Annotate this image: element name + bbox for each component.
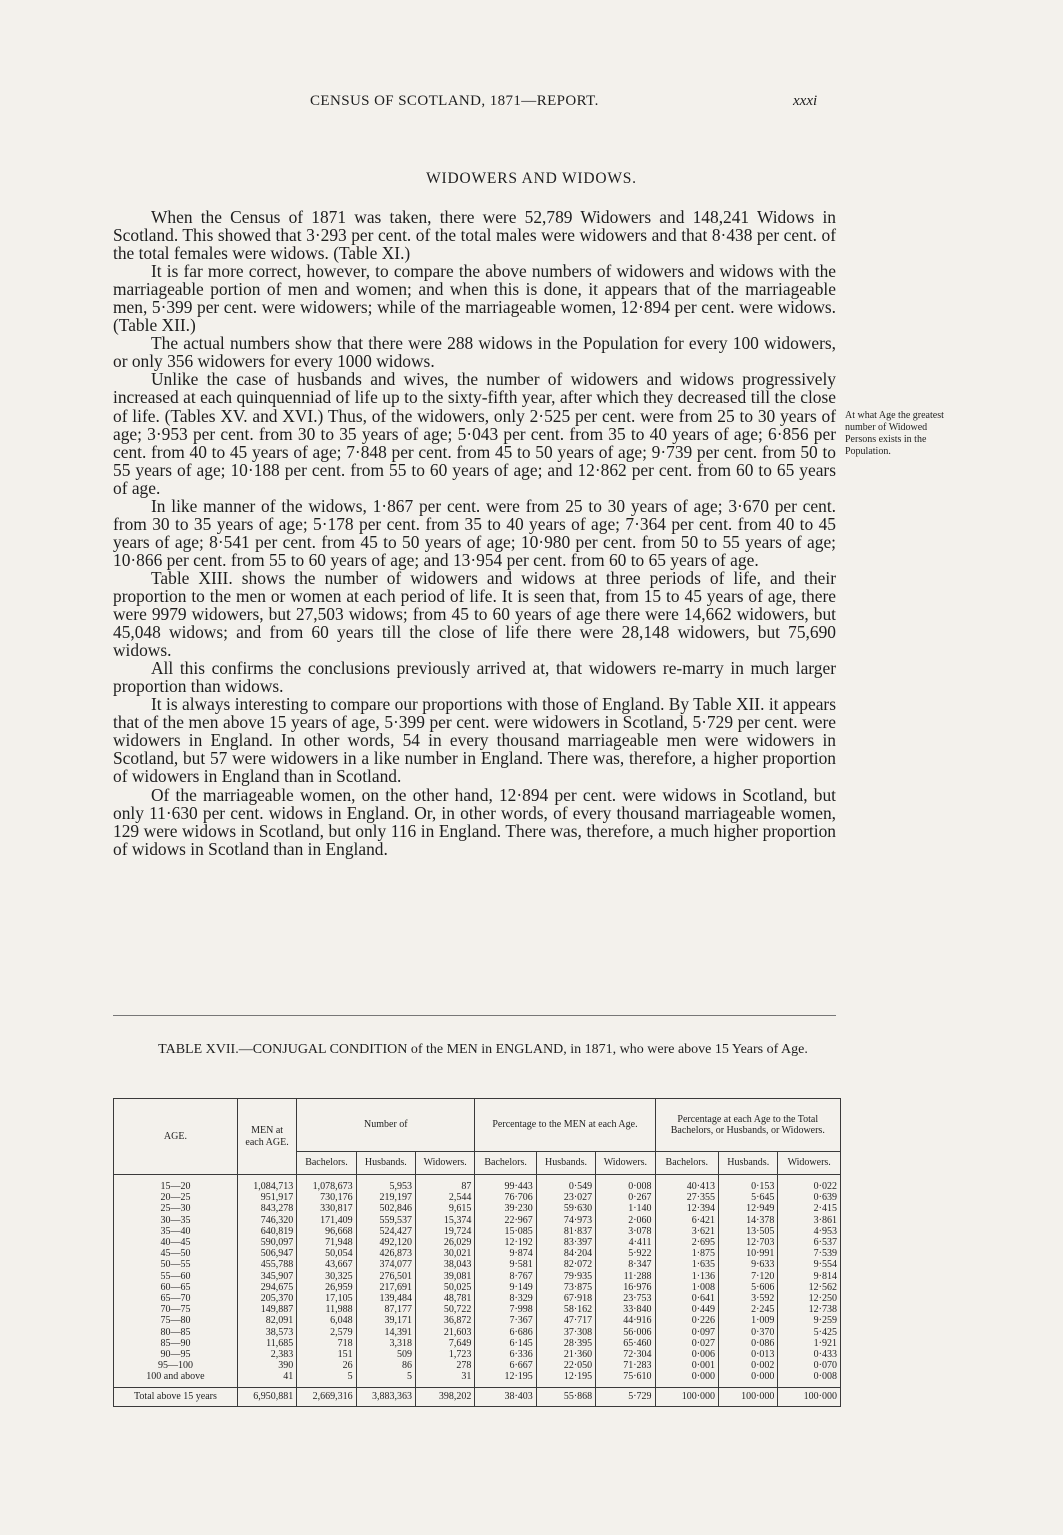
table-cell: 15,374	[416, 1215, 475, 1226]
table-cell: 0·013	[719, 1349, 778, 1360]
table-cell: 12·195	[475, 1371, 536, 1387]
table-cell: 9·581	[475, 1259, 536, 1270]
table-cell: 0·097	[655, 1327, 718, 1338]
table-cell: 75·610	[596, 1371, 655, 1387]
table-cell: 151	[297, 1349, 356, 1360]
table-cell: 730,176	[297, 1192, 356, 1203]
table-cell: 640,819	[237, 1226, 296, 1237]
body-text	[113, 208, 836, 858]
table-cell: 0·006	[655, 1349, 718, 1360]
table-cell: 2,579	[297, 1327, 356, 1338]
table-cell: 7·539	[778, 1248, 841, 1259]
section-divider	[113, 1015, 836, 1016]
table-cell: 21·360	[536, 1349, 595, 1360]
total-cell: 55·868	[536, 1387, 595, 1406]
table-cell: 87,177	[356, 1304, 415, 1315]
table-cell: 0·086	[719, 1338, 778, 1349]
age-group-cell: 30—35	[114, 1215, 238, 1226]
subheader-widowers: Widowers.	[596, 1152, 655, 1175]
table-cell: 56·006	[596, 1327, 655, 1338]
paragraph: All this confirms the conclusions previously arrived at, that widowers re-marry in much larger proportion than widows.	[113, 658, 836, 697]
total-cell: 2,669,316	[297, 1387, 356, 1406]
table-cell: 2·245	[719, 1304, 778, 1315]
table-cell: 0·000	[655, 1371, 718, 1387]
table-cell: 7,649	[416, 1338, 475, 1349]
running-header	[0, 93, 1063, 117]
table-cell: 30,021	[416, 1248, 475, 1259]
table-row	[114, 1327, 841, 1338]
table-cell: 9,615	[416, 1203, 475, 1214]
subheader-widowers: Widowers.	[416, 1152, 475, 1175]
table-cell: 345,907	[237, 1271, 296, 1282]
table-cell: 37·308	[536, 1327, 595, 1338]
total-cell: 100·000	[778, 1387, 841, 1406]
age-group-cell: 85—90	[114, 1338, 238, 1349]
table-cell: 9·259	[778, 1315, 841, 1326]
table-row	[114, 1248, 841, 1259]
age-group-cell: 90—95	[114, 1349, 238, 1360]
subheader-widowers: Widowers.	[778, 1152, 841, 1175]
table-cell: 0·008	[596, 1175, 655, 1193]
table-cell: 1·009	[719, 1315, 778, 1326]
table-cell: 44·916	[596, 1315, 655, 1326]
table-cell: 0·370	[719, 1327, 778, 1338]
table-cell: 1·635	[655, 1259, 718, 1270]
table-cell: 2,383	[237, 1349, 296, 1360]
total-cell: 398,202	[416, 1387, 475, 1406]
table-cell: 59·630	[536, 1203, 595, 1214]
table-cell: 36,872	[416, 1315, 475, 1326]
table-cell: 219,197	[356, 1192, 415, 1203]
table-cell: 205,370	[237, 1293, 296, 1304]
table-cell: 4·953	[778, 1226, 841, 1237]
table-cell: 455,788	[237, 1259, 296, 1270]
age-group-cell: 35—40	[114, 1226, 238, 1237]
table-row	[114, 1349, 841, 1360]
subheader-husbands: Husbands.	[356, 1152, 415, 1175]
table-cell: 2·060	[596, 1215, 655, 1226]
table-cell: 3·078	[596, 1226, 655, 1237]
total-label: Total above 15 years	[114, 1387, 238, 1406]
table-cell: 31	[416, 1371, 475, 1387]
table-cell: 14,391	[356, 1327, 415, 1338]
running-title: CENSUS OF SCOTLAND, 1871—REPORT.	[310, 93, 599, 109]
table-cell: 3·592	[719, 1293, 778, 1304]
table-cell: 11·288	[596, 1271, 655, 1282]
header-men: MEN at each AGE.	[237, 1099, 296, 1175]
table-cell: 39·230	[475, 1203, 536, 1214]
table-cell: 492,120	[356, 1237, 415, 1248]
table-cell: 1,723	[416, 1349, 475, 1360]
table-cell: 11,988	[297, 1304, 356, 1315]
subheader-bachelors: Bachelors.	[655, 1152, 718, 1175]
age-group-cell: 75—80	[114, 1315, 238, 1326]
table-cell: 149,887	[237, 1304, 296, 1315]
table-cell: 87	[416, 1175, 475, 1193]
table-row	[114, 1338, 841, 1349]
header-percentage-to-men: Percentage to the MEN at each Age.	[475, 1099, 655, 1152]
table-row	[114, 1360, 841, 1371]
table-cell: 1·921	[778, 1338, 841, 1349]
table-cell: 38,573	[237, 1327, 296, 1338]
table-cell: 3·861	[778, 1215, 841, 1226]
table-cell: 1,078,673	[297, 1175, 356, 1193]
table-cell: 506,947	[237, 1248, 296, 1259]
table-row	[114, 1215, 841, 1226]
total-cell: 5·729	[596, 1387, 655, 1406]
table-cell: 22·967	[475, 1215, 536, 1226]
age-group-cell: 55—60	[114, 1271, 238, 1282]
table-cell: 30,325	[297, 1271, 356, 1282]
header-number-of: Number of	[297, 1099, 475, 1152]
table-cell: 83·397	[536, 1237, 595, 1248]
total-cell: 3,883,363	[356, 1387, 415, 1406]
table-cell: 171,409	[297, 1215, 356, 1226]
age-group-cell: 45—50	[114, 1248, 238, 1259]
table-cell: 294,675	[237, 1282, 296, 1293]
table-row	[114, 1203, 841, 1214]
table-cell: 27·355	[655, 1192, 718, 1203]
table-cell: 9·554	[778, 1259, 841, 1270]
table-cell: 1·136	[655, 1271, 718, 1282]
paragraph: In like manner of the widows, 1·867 per cent. were from 25 to 30 years of age; 3·670 per cent. from 30 to 35 years of age; 5·178 per cent. from 35 to 40 years of age; 7·364 per cent. from 40 to 45 years of age; 8·541 per cent. from 45 to 50 years of age; 10·980 per cent. from 50 to 55 years of age; 10·866 per cent. from 55 to 60 years of age; and 13·954 per cent. from 60 to 65 years of age.	[113, 495, 836, 570]
table-cell: 12·250	[778, 1293, 841, 1304]
subheader-husbands: Husbands.	[536, 1152, 595, 1175]
table-body	[114, 1175, 841, 1388]
table-cell: 40·413	[655, 1175, 718, 1193]
table-cell: 8·767	[475, 1271, 536, 1282]
table-cell: 746,320	[237, 1215, 296, 1226]
table-cell: 5·425	[778, 1327, 841, 1338]
table-cell: 0·641	[655, 1293, 718, 1304]
table-cell: 0·008	[778, 1371, 841, 1387]
table-cell: 71,948	[297, 1237, 356, 1248]
table-cell: 12·562	[778, 1282, 841, 1293]
paragraph: The actual numbers show that there were 288 widows in the Population for every 100 widowers, or only 356 widowers for every 1000 widows.	[113, 333, 836, 372]
table-cell: 13·505	[719, 1226, 778, 1237]
table-cell: 6·421	[655, 1215, 718, 1226]
table-cell: 5·606	[719, 1282, 778, 1293]
table-cell: 276,501	[356, 1271, 415, 1282]
section-title: WIDOWERS AND WIDOWS.	[426, 170, 637, 187]
table-cell: 7·998	[475, 1304, 536, 1315]
age-group-cell: 80—85	[114, 1327, 238, 1338]
table-cell: 6·667	[475, 1360, 536, 1371]
table-cell: 2·415	[778, 1203, 841, 1214]
table-cell: 3·621	[655, 1226, 718, 1237]
table-cell: 2,544	[416, 1192, 475, 1203]
table-cell: 48,781	[416, 1293, 475, 1304]
table-cell: 374,077	[356, 1259, 415, 1270]
table-cell: 6·336	[475, 1349, 536, 1360]
table-cell: 7·120	[719, 1271, 778, 1282]
table-cell: 73·875	[536, 1282, 595, 1293]
age-group-cell: 65—70	[114, 1293, 238, 1304]
table-cell: 6,048	[297, 1315, 356, 1326]
table-cell: 0·226	[655, 1315, 718, 1326]
table-cell: 12·703	[719, 1237, 778, 1248]
table-cell: 82,091	[237, 1315, 296, 1326]
table-cell: 23·753	[596, 1293, 655, 1304]
table-cell: 74·973	[536, 1215, 595, 1226]
table-cell: 0·001	[655, 1360, 718, 1371]
table-cell: 390	[237, 1360, 296, 1371]
table-cell: 86	[356, 1360, 415, 1371]
table-cell: 6·145	[475, 1338, 536, 1349]
age-group-cell: 95—100	[114, 1360, 238, 1371]
table-cell: 12·394	[655, 1203, 718, 1214]
table-cell: 6·686	[475, 1327, 536, 1338]
age-group-cell: 20—25	[114, 1192, 238, 1203]
table-cell: 67·918	[536, 1293, 595, 1304]
table-cell: 0·153	[719, 1175, 778, 1193]
table-cell: 17,105	[297, 1293, 356, 1304]
table-cell: 9·149	[475, 1282, 536, 1293]
table-cell: 0·549	[536, 1175, 595, 1193]
table-cell: 50,054	[297, 1248, 356, 1259]
table-cell: 33·840	[596, 1304, 655, 1315]
table-cell: 718	[297, 1338, 356, 1349]
table-cell: 139,484	[356, 1293, 415, 1304]
table-cell: 65·460	[596, 1338, 655, 1349]
table-cell: 99·443	[475, 1175, 536, 1193]
table-cell: 8·347	[596, 1259, 655, 1270]
table-cell: 5	[297, 1371, 356, 1387]
table-cell: 15·085	[475, 1226, 536, 1237]
table-cell: 23·027	[536, 1192, 595, 1203]
table-cell: 72·304	[596, 1349, 655, 1360]
table-cell: 0·000	[719, 1371, 778, 1387]
paragraph: It is far more correct, however, to compare the above numbers of widowers and widows with the marriageable portion of men and women; and when this is done, it appears that of the marriageable men, 5·399 per cent. were widowers; while of the marriageable women, 12·894 per cent. were widows. (Table XII.)	[113, 261, 836, 336]
subheader-bachelors: Bachelors.	[475, 1152, 536, 1175]
header-age: AGE.	[114, 1099, 238, 1175]
table-cell: 26,959	[297, 1282, 356, 1293]
table-cell: 2·695	[655, 1237, 718, 1248]
table-cell: 0·027	[655, 1338, 718, 1349]
table-cell: 559,537	[356, 1215, 415, 1226]
table-cell: 0·433	[778, 1349, 841, 1360]
table-cell: 5	[356, 1371, 415, 1387]
paragraph: When the Census of 1871 was taken, there were 52,789 Widowers and 148,241 Widows in Scotland. This showed that 3·293 per cent. of the total males were widowers and that 8·438 per cent. of the total females were widows. (Table XI.)	[113, 207, 836, 264]
table-cell: 19,724	[416, 1226, 475, 1237]
paragraph: Table XIII. shows the number of widowers and widows at three periods of life, and their proportion to the men or women at each period of life. It is seen that, from 15 to 45 years of age, there were 9979 widowers, but 27,503 widows; from 45 to 60 years of age there were 14,662 widowers, but 45,048 widows; and from 60 years till the close of life there were 28,148 widowers, but 75,690 widows.	[113, 567, 836, 661]
table-caption: TABLE XVII.—CONJUGAL CONDITION of the MEN in ENGLAND, in 1871, who were above 15 Years of Age.	[158, 1042, 808, 1057]
paragraph: Of the marriageable women, on the other hand, 12·894 per cent. were widows in Scotland, but only 11·630 per cent. widows in England. Or, in other words, of every thousand marriageable women, 129 were widows in Scotland, but only 116 in England. There was, therefore, a much higher proportion of widows in Scotland than in England.	[113, 784, 836, 859]
table-row	[114, 1304, 841, 1315]
table-cell: 5·922	[596, 1248, 655, 1259]
table-cell: 6·537	[778, 1237, 841, 1248]
table-cell: 41	[237, 1371, 296, 1387]
table-row	[114, 1293, 841, 1304]
age-group-cell: 25—30	[114, 1203, 238, 1214]
table-cell: 843,278	[237, 1203, 296, 1214]
table-cell: 9·633	[719, 1259, 778, 1270]
table-cell: 3,318	[356, 1338, 415, 1349]
total-cell: 38·403	[475, 1387, 536, 1406]
table-cell: 22·050	[536, 1360, 595, 1371]
age-group-cell: 40—45	[114, 1237, 238, 1248]
header-percentage-to-total: Percentage at each Age to the Total Bachelors, or Husbands, or Widowers.	[655, 1099, 840, 1152]
paragraph: It is always interesting to compare our proportions with those of England. By Table XII. it appears that of the men above 15 years of age, 5·399 per cent. were widowers in Scotland, 5·729 per cent. were widowers in England. In other words, 54 in every thousand marriageable men were widowers in Scotland, but 57 were widowers in a like number in England. There was, therefore, a higher proportion of widowers in England than in Scotland.	[113, 694, 836, 787]
table-row	[114, 1282, 841, 1293]
total-cell: 100·000	[719, 1387, 778, 1406]
table-cell: 278	[416, 1360, 475, 1371]
table-cell: 71·283	[596, 1360, 655, 1371]
table-cell: 12·195	[536, 1371, 595, 1387]
subheader-bachelors: Bachelors.	[297, 1152, 356, 1175]
table-cell: 38,043	[416, 1259, 475, 1270]
table-cell: 0·002	[719, 1360, 778, 1371]
table-cell: 9·814	[778, 1271, 841, 1282]
table-row	[114, 1259, 841, 1270]
table-cell: 1·875	[655, 1248, 718, 1259]
margin-note: At what Age the greatest number of Widowed Persons exists in the Population.	[845, 410, 944, 457]
table-cell: 96,668	[297, 1226, 356, 1237]
table-cell: 509	[356, 1349, 415, 1360]
conjugal-condition-table	[113, 1098, 841, 1407]
table-cell: 502,846	[356, 1203, 415, 1214]
table-cell: 39,171	[356, 1315, 415, 1326]
table-cell: 5·645	[719, 1192, 778, 1203]
page-number: xxxi	[793, 93, 818, 109]
table-row	[114, 1192, 841, 1203]
table-cell: 76·706	[475, 1192, 536, 1203]
table-cell: 79·935	[536, 1271, 595, 1282]
table-total-row	[114, 1387, 841, 1406]
table-cell: 1,084,713	[237, 1175, 296, 1193]
age-group-cell: 100 and above	[114, 1371, 238, 1387]
table-cell: 12·949	[719, 1203, 778, 1214]
total-cell: 6,950,881	[237, 1387, 296, 1406]
table-cell: 26,029	[416, 1237, 475, 1248]
age-group-cell: 60—65	[114, 1282, 238, 1293]
table-cell: 84·204	[536, 1248, 595, 1259]
table-cell: 26	[297, 1360, 356, 1371]
table-row	[114, 1271, 841, 1282]
table-cell: 43,667	[297, 1259, 356, 1270]
table-cell: 50,025	[416, 1282, 475, 1293]
table-cell: 524,427	[356, 1226, 415, 1237]
table-cell: 217,691	[356, 1282, 415, 1293]
table-cell: 14·378	[719, 1215, 778, 1226]
table-cell: 1·140	[596, 1203, 655, 1214]
table-cell: 39,081	[416, 1271, 475, 1282]
table-cell: 590,097	[237, 1237, 296, 1248]
table-cell: 16·976	[596, 1282, 655, 1293]
subheader-husbands: Husbands.	[719, 1152, 778, 1175]
table-cell: 426,873	[356, 1248, 415, 1259]
age-group-cell: 15—20	[114, 1175, 238, 1193]
table-row	[114, 1371, 841, 1387]
table-cell: 4·411	[596, 1237, 655, 1248]
table-cell: 28·395	[536, 1338, 595, 1349]
total-cell: 100·000	[655, 1387, 718, 1406]
table-cell: 0·022	[778, 1175, 841, 1193]
table-cell: 9·874	[475, 1248, 536, 1259]
paragraph: Unlike the case of husbands and wives, the number of widowers and widows progressively increased at each quinquenniad of life up to the sixty-fifth year, after which they decreased till the close of life. (Tables XV. and XVI.) Thus, of the widowers, only 2·525 per cent. were from 25 to 30 years of age; 3·953 per cent. from 30 to 35 years of age; 5·043 per cent. from 35 to 40 years of age; 6·856 per cent. from 40 to 45 years of age; 7·848 per cent. from 45 to 50 years of age; 9·739 per cent. from 50 to 55 years of age; 10·188 per cent. from 55 to 60 years of age; and 12·862 per cent. from 60 to 65 years of age.	[113, 369, 836, 498]
table-cell: 12·738	[778, 1304, 841, 1315]
table-row	[114, 1237, 841, 1248]
table-cell: 0·267	[596, 1192, 655, 1203]
age-group-cell: 50—55	[114, 1259, 238, 1270]
table-cell: 5,953	[356, 1175, 415, 1193]
table-cell: 82·072	[536, 1259, 595, 1270]
table-cell: 10·991	[719, 1248, 778, 1259]
table-row	[114, 1226, 841, 1237]
table-cell: 0·449	[655, 1304, 718, 1315]
table-cell: 0·070	[778, 1360, 841, 1371]
table-cell: 7·367	[475, 1315, 536, 1326]
table-cell: 951,917	[237, 1192, 296, 1203]
table-cell: 47·717	[536, 1315, 595, 1326]
table-cell: 81·837	[536, 1226, 595, 1237]
table-row	[114, 1175, 841, 1193]
table-cell: 1·008	[655, 1282, 718, 1293]
table-cell: 21,603	[416, 1327, 475, 1338]
table-cell: 330,817	[297, 1203, 356, 1214]
table-cell: 11,685	[237, 1338, 296, 1349]
table-cell: 0·639	[778, 1192, 841, 1203]
table-cell: 58·162	[536, 1304, 595, 1315]
table-cell: 50,722	[416, 1304, 475, 1315]
age-group-cell: 70—75	[114, 1304, 238, 1315]
table-cell: 8·329	[475, 1293, 536, 1304]
table-cell: 12·192	[475, 1237, 536, 1248]
table-row	[114, 1315, 841, 1326]
